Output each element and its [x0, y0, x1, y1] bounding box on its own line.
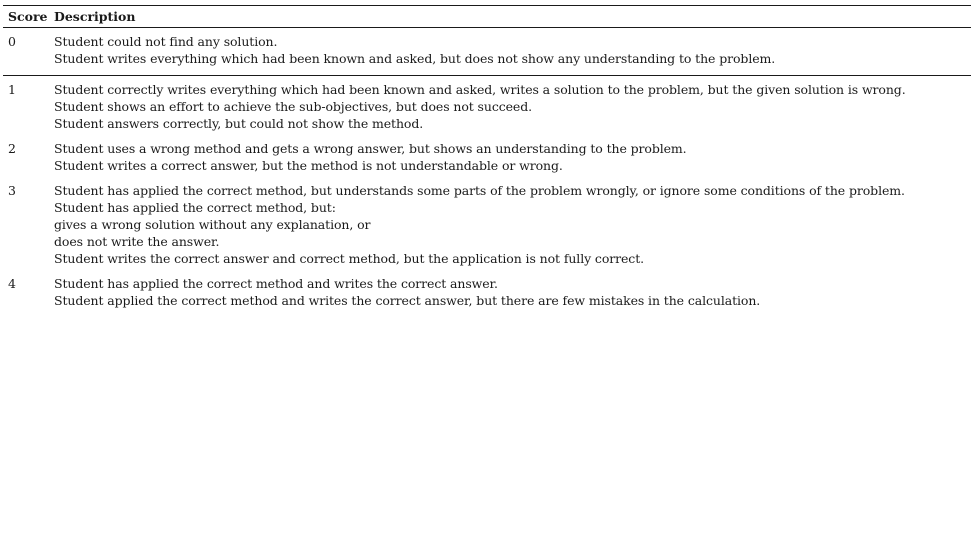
description-line: Student correctly writes everything which had been known and asked, writes a solution to the problem, but the given solution is wrong.	[54, 82, 906, 97]
description-line: Student uses a wrong method and gets a wrong answer, but shows an understanding to the problem.	[54, 141, 687, 156]
table-row	[3, 182, 971, 267]
table-row	[3, 81, 971, 132]
description-line: Student has applied the correct method and writes the correct answer.	[54, 276, 498, 291]
score-cell: 4	[8, 276, 16, 291]
description-cell	[54, 33, 971, 67]
description-line: Student applied the correct method and writes the correct answer, but there are few mistakes in the calculation.	[54, 293, 761, 308]
score-cell: 2	[8, 141, 16, 156]
description-line: does not write the answer.	[54, 234, 220, 249]
description-line: Student shows an effort to achieve the sub-objectives, but does not succeed.	[54, 99, 532, 114]
description-column-header: Description	[54, 9, 136, 24]
score-cell: 1	[8, 82, 16, 97]
description-cell	[54, 140, 971, 174]
description-line: Student has applied the correct method, but:	[54, 200, 336, 215]
table-row	[3, 275, 971, 309]
table-row	[3, 33, 971, 67]
scoring-rubric-table	[3, 5, 971, 317]
table-row	[3, 140, 971, 174]
table-header-row	[3, 6, 971, 27]
header-divider-rule	[3, 27, 971, 28]
description-line: Student writes a correct answer, but the method is not understandable or wrong.	[54, 158, 563, 173]
score-cell: 0	[8, 34, 16, 49]
description-line: gives a wrong solution without any explanation, or	[54, 217, 371, 232]
description-line: Student answers correctly, but could not show the method.	[54, 116, 424, 131]
description-line: Student could not find any solution.	[54, 34, 278, 49]
description-cell	[54, 182, 971, 267]
description-line: Student writes everything which had been known and asked, but does not show any understanding to the problem.	[54, 51, 776, 66]
score-column-header: Score	[8, 9, 48, 24]
description-cell	[54, 81, 971, 132]
row-divider-rule	[3, 75, 971, 76]
description-line: Student writes the correct answer and correct method, but the application is not fully correct.	[54, 251, 645, 266]
description-line: Student has applied the correct method, but understands some parts of the problem wrongly, or ignore some conditions of the problem.	[54, 183, 905, 198]
description-cell	[54, 275, 971, 309]
score-cell: 3	[8, 183, 16, 198]
